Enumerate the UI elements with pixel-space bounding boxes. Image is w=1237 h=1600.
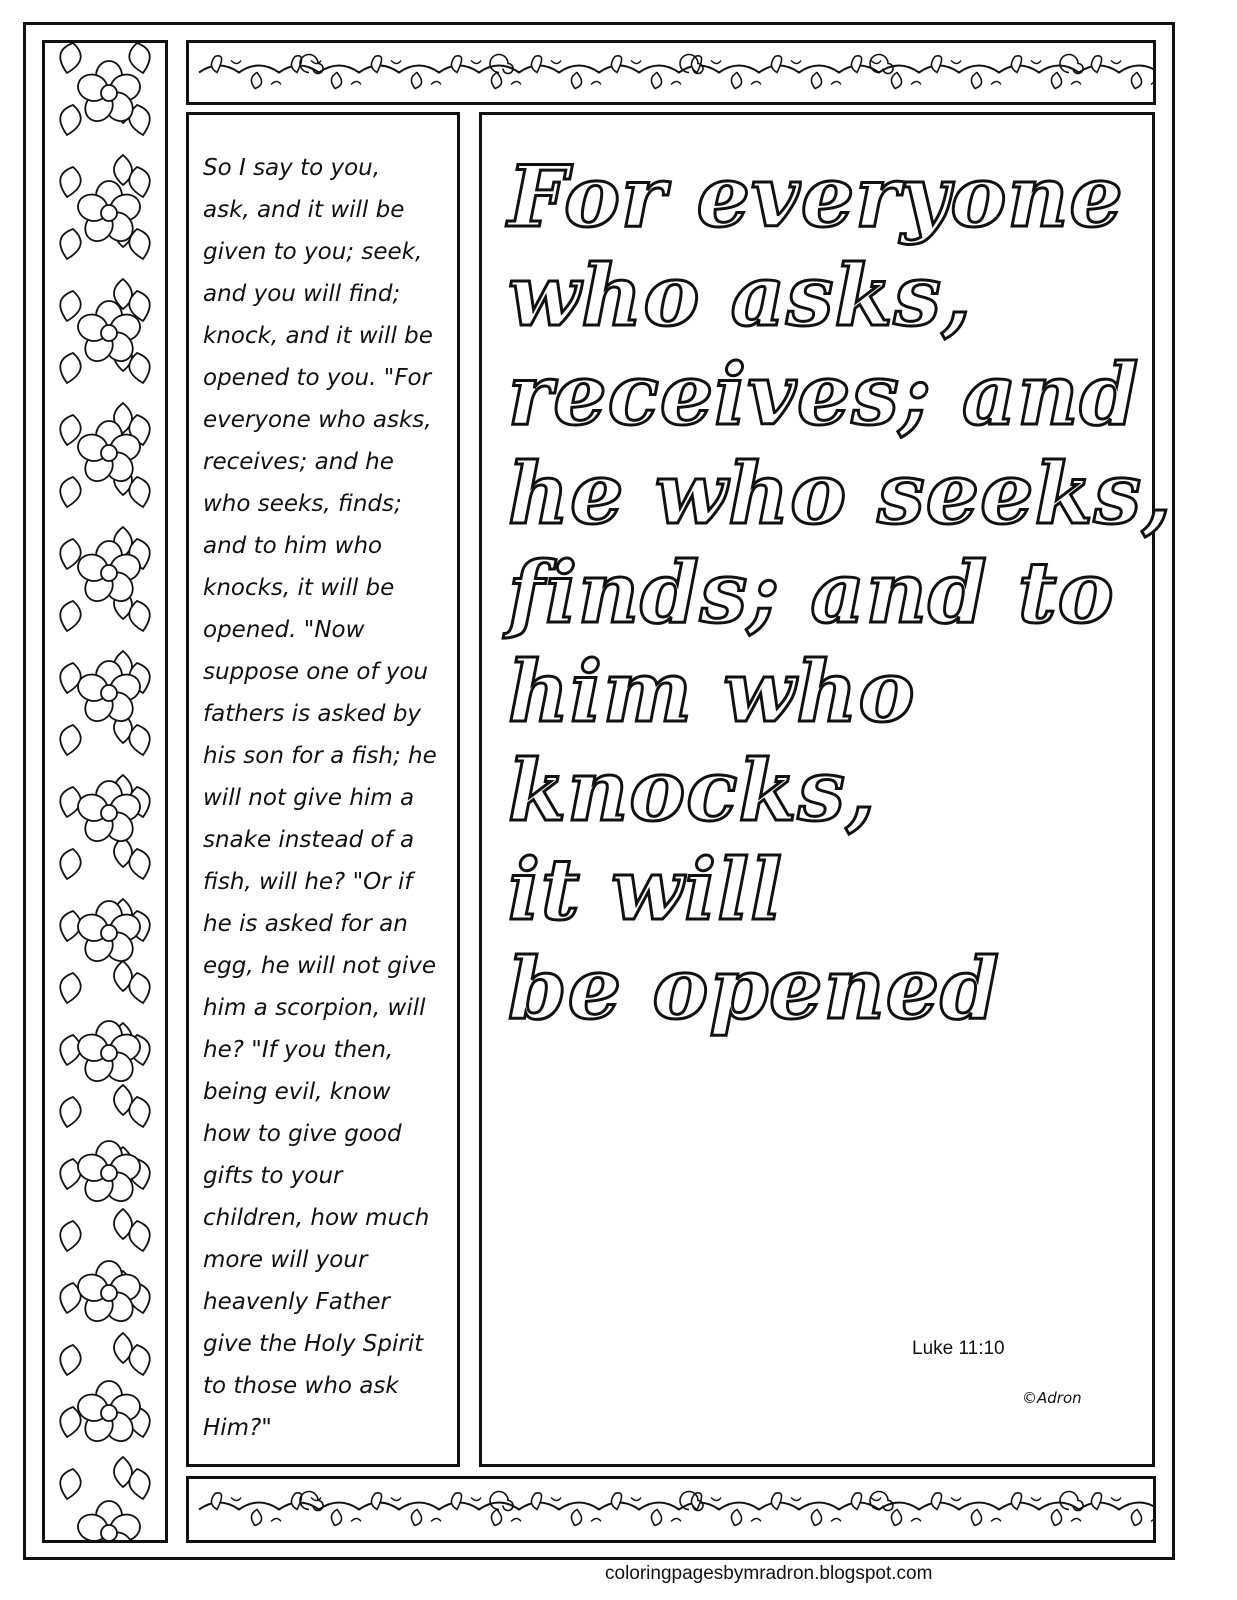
scripture-line: his son for a fish; he: [203, 743, 437, 769]
scripture-line: opened. "Now: [203, 617, 365, 643]
leaf-icon: [331, 73, 341, 89]
leaf-icon: [129, 1221, 149, 1251]
scripture-line: how to give good: [203, 1121, 402, 1147]
leaf-icon: [60, 105, 80, 135]
tendril-icon: [631, 1498, 641, 1501]
leaf-icon: [60, 229, 80, 259]
leaf-icon: [60, 477, 80, 507]
featured-verse-line: he who seeks,: [508, 444, 1173, 543]
scripture-line: and to him who: [203, 533, 383, 559]
vine-border-top: [186, 40, 1156, 105]
leaf-icon: [531, 1493, 541, 1510]
leaf-icon: [60, 1469, 80, 1499]
scripture-line: being evil, know: [203, 1079, 391, 1105]
leaf-icon: [60, 1097, 80, 1127]
scripture-line: fathers is asked by: [203, 701, 422, 727]
vine-stem: [199, 66, 1153, 73]
flower-icon: [75, 1141, 144, 1207]
tendril-icon: [951, 1498, 961, 1501]
tendril-icon: [231, 61, 241, 64]
tendril-icon: [991, 1519, 1001, 1522]
tendril-icon: [271, 82, 281, 85]
verse-reference: Luke 11:10: [912, 1338, 1005, 1359]
leaf-icon: [211, 56, 221, 73]
leaf-icon: [129, 477, 149, 507]
featured-verse-panel: [479, 112, 1173, 1467]
vine-stem: [199, 1503, 1153, 1510]
scripture-passage: [203, 147, 453, 1449]
site-url-link[interactable]: coloringpagesbymradron.blogspot.com: [605, 1563, 933, 1584]
leaf-icon: [60, 291, 80, 321]
leaf-icon: [771, 1493, 781, 1510]
tendril-icon: [471, 61, 481, 64]
leaf-icon: [771, 56, 781, 73]
leaf-icon: [1011, 1493, 1021, 1510]
featured-verse-line: it will: [508, 840, 783, 939]
scripture-line: who seeks, finds;: [203, 491, 402, 517]
flower-icon: [75, 1261, 144, 1327]
tendril-icon: [871, 1498, 881, 1501]
featured-verse-line: be opened: [508, 939, 1000, 1038]
scripture-line: he? "If you then,: [203, 1037, 394, 1063]
swirl-icon: [1060, 1492, 1083, 1511]
tendril-icon: [1071, 82, 1081, 85]
scripture-passage-panel: [186, 112, 460, 1467]
scripture-line: more will your: [203, 1247, 368, 1273]
tendril-icon: [711, 1498, 721, 1501]
tendril-icon: [551, 61, 561, 64]
leaf-icon: [1131, 1510, 1141, 1526]
leaf-icon: [129, 1097, 149, 1127]
leaf-icon: [971, 1510, 981, 1526]
tendril-icon: [791, 1498, 801, 1501]
leaf-icon: [60, 167, 80, 197]
tendril-icon: [831, 1519, 841, 1522]
tendril-icon: [871, 61, 881, 64]
leaf-icon: [451, 1493, 461, 1510]
tendril-icon: [1111, 1498, 1121, 1501]
scripture-line: him a scorpion, will: [203, 995, 426, 1021]
featured-verse-line: receives; and: [508, 345, 1140, 444]
featured-verse-line: finds; and to: [508, 543, 1115, 642]
leaf-icon: [811, 1510, 821, 1526]
scripture-line: gifts to your: [203, 1163, 343, 1189]
leaf-icon: [971, 73, 981, 89]
scripture-line: ask, and it will be: [203, 197, 405, 223]
leaf-icon: [731, 1510, 741, 1526]
leaf-icon: [891, 1510, 901, 1526]
leaf-icon: [60, 787, 80, 817]
scripture-line: knocks, it will be: [203, 575, 395, 601]
tendril-icon: [911, 82, 921, 85]
scripture-line: heavenly Father: [203, 1289, 390, 1315]
leaf-icon: [851, 1493, 861, 1510]
tendril-icon: [1111, 61, 1121, 64]
leaf-icon: [251, 1510, 261, 1526]
leaf-icon: [129, 167, 149, 197]
scripture-line: everyone who asks,: [203, 407, 432, 433]
tendril-icon: [391, 1498, 401, 1501]
tendril-icon: [991, 82, 1001, 85]
scripture-line: opened to you. "For: [203, 365, 432, 391]
scripture-line: snake instead of a: [203, 827, 415, 853]
scripture-line: children, how much: [203, 1205, 430, 1231]
swirl-icon: [1060, 55, 1083, 74]
leaf-icon: [60, 1407, 80, 1437]
leaf-icon: [851, 56, 861, 73]
scripture-line: egg, he will not give: [203, 953, 437, 979]
tendril-icon: [911, 1519, 921, 1522]
scripture-line: receives; and he: [203, 449, 394, 475]
tendril-icon: [1031, 61, 1041, 64]
leaf-icon: [60, 849, 80, 879]
tendril-icon: [671, 82, 681, 85]
leaf-icon: [651, 73, 661, 89]
tendril-icon: [711, 61, 721, 64]
leaf-icon: [60, 601, 80, 631]
tendril-icon: [511, 1519, 521, 1522]
leaf-icon: [129, 1469, 149, 1499]
leaf-icon: [129, 353, 149, 383]
flower-icon: [75, 1021, 144, 1087]
tendril-icon: [391, 61, 401, 64]
tendril-icon: [351, 1519, 361, 1522]
tendril-icon: [511, 82, 521, 85]
tendril-icon: [1031, 1498, 1041, 1501]
leaf-icon: [129, 601, 149, 631]
scripture-line: and you will find;: [203, 281, 401, 307]
scripture-line: suppose one of you: [203, 659, 429, 685]
tendril-icon: [831, 82, 841, 85]
leaf-icon: [411, 1510, 421, 1526]
leaf-icon: [1091, 1493, 1101, 1510]
leaf-icon: [371, 56, 381, 73]
leaf-vine-icon: [189, 1479, 1153, 1540]
leaf-icon: [491, 1510, 501, 1526]
tendril-icon: [271, 1519, 281, 1522]
tendril-icon: [791, 61, 801, 64]
leaf-icon: [129, 43, 149, 73]
tendril-icon: [1151, 82, 1153, 85]
tendril-icon: [591, 82, 601, 85]
scripture-line: fish, will he? "Or if: [203, 869, 413, 895]
tendril-icon: [351, 82, 361, 85]
leaf-vine-icon: [189, 43, 1153, 102]
tendril-icon: [751, 82, 761, 85]
leaf-icon: [451, 56, 461, 73]
leaf-icon: [411, 73, 421, 89]
leaf-icon: [931, 56, 941, 73]
leaf-icon: [60, 1221, 80, 1251]
leaf-icon: [129, 1345, 149, 1375]
leaf-icon: [60, 725, 80, 755]
scripture-line: he is asked for an: [203, 911, 408, 937]
scripture-line: given to you; seek,: [203, 239, 423, 265]
leaf-icon: [531, 56, 541, 73]
flower-icon: [75, 1501, 144, 1540]
leaf-icon: [571, 1510, 581, 1526]
flower-icon: [75, 1381, 144, 1447]
tendril-icon: [1151, 1519, 1153, 1522]
scripture-line: knock, and it will be: [203, 323, 433, 349]
swirl-icon: [490, 1492, 513, 1511]
leaf-icon: [1011, 56, 1021, 73]
tendril-icon: [951, 61, 961, 64]
leaf-icon: [251, 73, 261, 89]
leaf-icon: [491, 73, 501, 89]
tendril-icon: [671, 1519, 681, 1522]
tendril-icon: [551, 1498, 561, 1501]
scripture-line: will not give him a: [203, 785, 415, 811]
leaf-icon: [60, 353, 80, 383]
leaf-icon: [129, 973, 149, 1003]
leaf-icon: [1091, 56, 1101, 73]
flower-column-icon: [45, 43, 165, 1540]
tendril-icon: [471, 1498, 481, 1501]
leaf-icon: [331, 1510, 341, 1526]
scripture-line: to those who ask: [203, 1373, 399, 1399]
featured-verse-line: For everyone: [508, 147, 1124, 246]
featured-verse-outline-text: [508, 147, 1173, 1038]
leaf-icon: [731, 73, 741, 89]
tendril-icon: [1071, 1519, 1081, 1522]
swirl-icon: [300, 1492, 323, 1511]
tendril-icon: [431, 82, 441, 85]
scripture-line: So I say to you,: [203, 155, 381, 181]
leaf-icon: [1131, 73, 1141, 89]
leaf-icon: [129, 849, 149, 879]
featured-verse-line: who asks,: [508, 246, 973, 345]
scripture-line: Him?": [203, 1415, 272, 1441]
leaf-icon: [611, 56, 621, 73]
flower-icon: [75, 901, 144, 967]
leaf-icon: [891, 73, 901, 89]
leaf-icon: [129, 725, 149, 755]
floral-border-left: [42, 40, 168, 1543]
leaf-icon: [931, 1493, 941, 1510]
leaf-icon: [651, 1510, 661, 1526]
leaf-icon: [60, 1345, 80, 1375]
tendril-icon: [591, 1519, 601, 1522]
leaf-icon: [60, 973, 80, 1003]
scripture-line: give the Holy Spirit: [203, 1331, 424, 1357]
leaf-icon: [1051, 1510, 1061, 1526]
leaf-icon: [571, 73, 581, 89]
swirl-icon: [300, 55, 323, 74]
leaf-icon: [211, 1493, 221, 1510]
leaf-icon: [371, 1493, 381, 1510]
tendril-icon: [431, 1519, 441, 1522]
tendril-icon: [751, 1519, 761, 1522]
leaf-icon: [611, 1493, 621, 1510]
vine-border-bottom: [186, 1476, 1156, 1543]
leaf-icon: [811, 73, 821, 89]
featured-verse-line: knocks,: [508, 741, 877, 840]
leaf-icon: [60, 415, 80, 445]
swirl-icon: [490, 55, 513, 74]
featured-verse-line: him who: [508, 642, 916, 741]
leaf-icon: [60, 43, 80, 73]
leaf-icon: [1051, 73, 1061, 89]
tendril-icon: [631, 61, 641, 64]
artist-signature: ©Adron: [1022, 1389, 1082, 1407]
tendril-icon: [231, 1498, 241, 1501]
